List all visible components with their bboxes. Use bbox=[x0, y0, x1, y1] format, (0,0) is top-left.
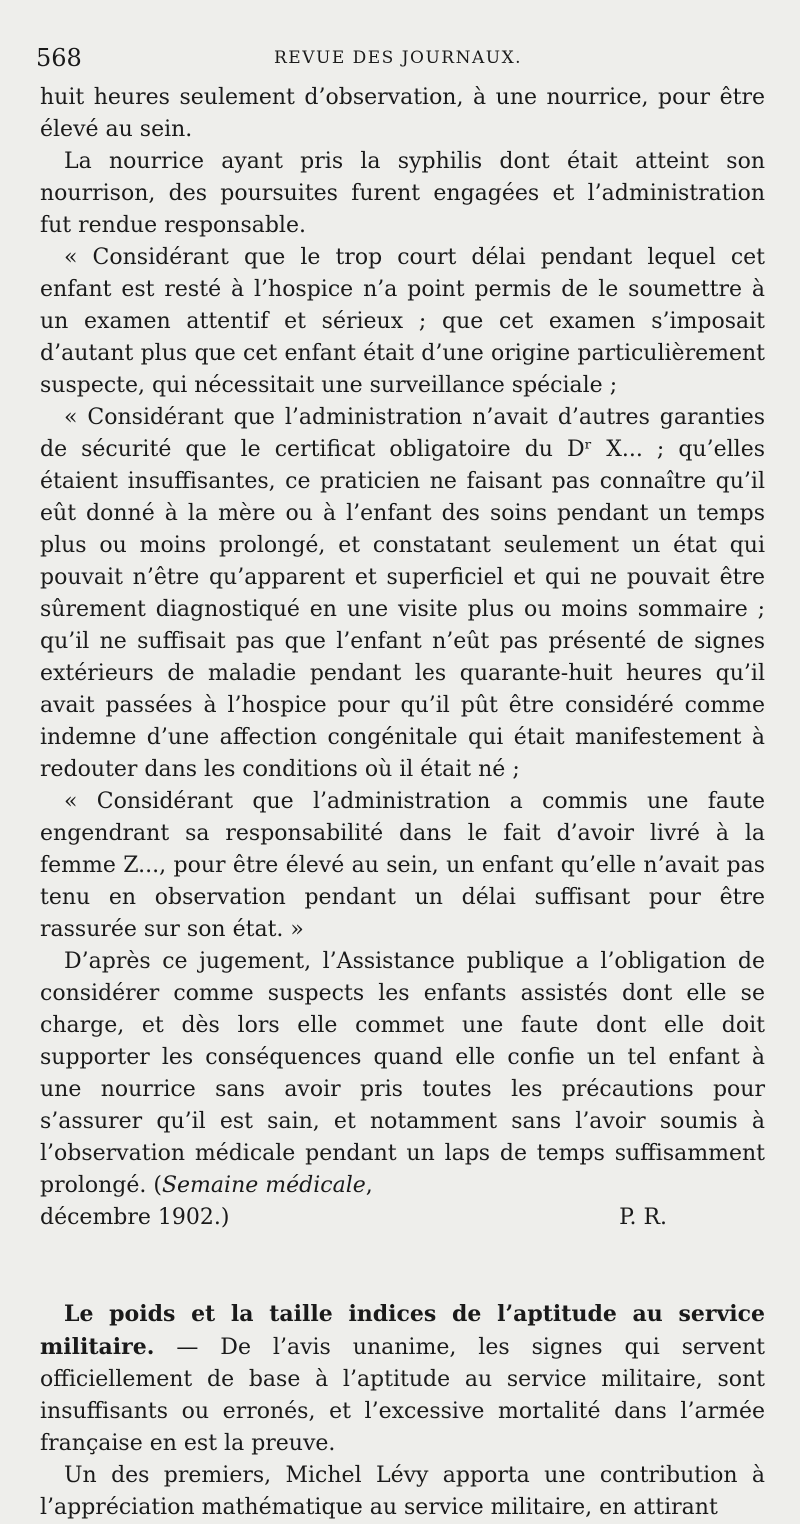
quoted-paragraph: « Considérant que l’administration a commis une faute engendrant sa responsabilité dans le fait d’avoir livré à la femme Z..., pour être élevé au sein, un enfant qu’elle n’avait pas tenu en observation pendant un délai suffisant pour être rassurée sur son état. » bbox=[40, 789, 765, 942]
paragraph-text: — De l’avis unanime, les signes qui servent officiellement de base à l’aptitude au service militaire, sont insuffisants ou erronés, et l’excessive mortalité dans l’armée française en est la preuve. bbox=[40, 1335, 765, 1456]
paragraph: huit heures seulement d’observation, à une nourrice, pour être élevé au sein. bbox=[40, 85, 765, 142]
paragraph bbox=[40, 946, 765, 1202]
author-signature: P. R. bbox=[619, 1205, 667, 1230]
paragraph-text: D’après ce jugement, l’Assistance publique a l’obligation de considérer comme suspects les enfants assistés dont elle se charge, et dès lors elle commet une faute dont elle doit supporter les conséquences quand elle confie un tel enfant à une nourrice sans avoir pris toutes les précautions pour s’assurer qu’il est sain, et notamment sans l’avoir soumis à l’observation médicale pendant un laps de temps suffisamment prolongé. ( bbox=[40, 949, 765, 1198]
page-header bbox=[36, 44, 770, 76]
paragraph: La nourrice ayant pris la syphilis dont était atteint son nourrison, des poursuites furent engagées et l’administration fut rendue responsable. bbox=[40, 149, 765, 238]
body-text bbox=[40, 82, 765, 1524]
paragraph: Un des premiers, Michel Lévy apporta une contribution à l’appréciation mathématique au service militaire, en attirant bbox=[40, 1463, 765, 1520]
page-number: 568 bbox=[36, 44, 82, 72]
source-citation: Semaine médicale bbox=[161, 1173, 366, 1198]
citation-date: décembre 1902.) bbox=[40, 1205, 230, 1230]
signature-line bbox=[40, 1202, 765, 1234]
running-title: REVUE DES JOURNAUX. bbox=[274, 48, 523, 68]
paragraph-punct: , bbox=[365, 1173, 373, 1198]
section-title: Le poids et la taille indices de l’aptitude au service militaire. bbox=[40, 1301, 765, 1360]
section-gap bbox=[40, 1234, 765, 1298]
section-paragraph bbox=[40, 1298, 765, 1460]
quoted-paragraph: « Considérant que le trop court délai pendant lequel cet enfant est resté à l’hospice n’a point permis de le soumettre à un examen attentif et sérieux ; que cet examen s’imposait d’autant plus que cet enfant était d’une origine particulièrement suspecte, qui nécessitait une surveillance spéciale ; bbox=[40, 245, 765, 398]
quoted-paragraph: « Considérant que l’administration n’avait d’autres garanties de sécurité que le certificat obligatoire du Dʳ X... ; qu’elles étaient insuffisantes, ce praticien ne faisant pas connaître qu’il eût donné à la mère ou à l’enfant des soins pendant un temps plus ou moins prolongé, et constatant seulement un état qui pouvait n’être qu’apparent et superficiel et qui ne pouvait être sûrement diagnostiqué en une visite plus ou moins sommaire ; qu’il ne suffisait pas que l’enfant n’eût pas présenté de signes extérieurs de maladie pendant les quarante-huit heures qu’il avait passées à l’hospice pour qu’il pût être considéré comme indemne d’une affection congénitale qui était manifestement à redouter dans les conditions où il était né ; bbox=[40, 405, 765, 782]
